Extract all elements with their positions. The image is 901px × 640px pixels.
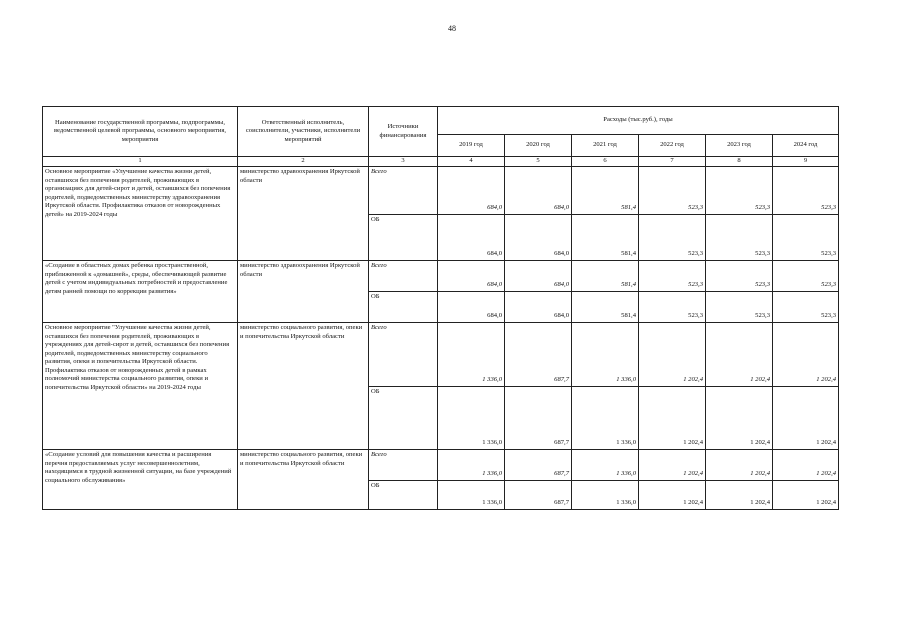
column-number: 4 xyxy=(438,157,505,167)
header-year: 2023 год xyxy=(706,135,773,157)
value-cell: 687,7 xyxy=(505,481,572,510)
value-cell: 523,3 xyxy=(639,167,706,215)
value-cell: 684,0 xyxy=(505,261,572,292)
value-cell: 1 336,0 xyxy=(572,387,639,450)
header-year: 2022 год xyxy=(639,135,706,157)
value-cell: 1 202,4 xyxy=(706,450,773,481)
program-name-cell: «Создание в областных домах ребенка пространственной, приближенной к «домашней», среды, обеспечивающей развитие детей с учетом индивидуальных потребностей и предоставление детям ранней помощи по коррекции развития» xyxy=(43,261,238,323)
header-year: 2019 год xyxy=(438,135,505,157)
page-number: 48 xyxy=(448,24,456,33)
value-cell: 684,0 xyxy=(438,261,505,292)
value-cell: 581,4 xyxy=(572,215,639,261)
value-cell: 1 202,4 xyxy=(639,323,706,387)
value-cell: 1 202,4 xyxy=(639,387,706,450)
value-cell: 1 336,0 xyxy=(438,323,505,387)
value-cell: 1 336,0 xyxy=(572,481,639,510)
value-cell: 1 202,4 xyxy=(773,481,839,510)
program-name-cell: Основное мероприятие «Улучшение качества жизни детей, оставшихся без попечения родителей, проживающих в организациях для детей-сирот и детей, оставшихся без попечения родителей, подведомственных министерству здравоохранения Иркутской области. Профилактика отказов от новорожденных детей» на 2019-2024 годы xyxy=(43,167,238,261)
value-cell: 523,3 xyxy=(773,167,839,215)
value-cell: 523,3 xyxy=(706,167,773,215)
column-numbers-row xyxy=(43,157,839,167)
column-number: 6 xyxy=(572,157,639,167)
value-cell: 523,3 xyxy=(773,261,839,292)
column-number: 8 xyxy=(706,157,773,167)
executor-cell: министерство социального развития, опеки и попечительства Иркутской области xyxy=(238,450,369,510)
value-cell: 523,3 xyxy=(639,261,706,292)
value-cell: 687,7 xyxy=(505,387,572,450)
column-number: 5 xyxy=(505,157,572,167)
source-cell-total: Всего xyxy=(369,261,438,292)
source-cell-total: Всего xyxy=(369,323,438,387)
value-cell: 1 202,4 xyxy=(706,481,773,510)
value-cell: 1 202,4 xyxy=(639,450,706,481)
value-cell: 1 336,0 xyxy=(572,450,639,481)
executor-cell: министерство здравоохранения Иркутской области xyxy=(238,261,369,323)
value-cell: 523,3 xyxy=(639,215,706,261)
source-cell-ob: ОБ xyxy=(369,387,438,450)
value-cell: 523,3 xyxy=(773,292,839,323)
value-cell: 523,3 xyxy=(639,292,706,323)
value-cell: 581,4 xyxy=(572,292,639,323)
header-year: 2020 год xyxy=(505,135,572,157)
column-number: 2 xyxy=(238,157,369,167)
header-expenses: Расходы (тыс.руб.), годы xyxy=(438,107,839,135)
value-cell: 523,3 xyxy=(706,261,773,292)
value-cell: 1 202,4 xyxy=(706,323,773,387)
executor-cell: министерство здравоохранения Иркутской области xyxy=(238,167,369,261)
value-cell: 684,0 xyxy=(505,215,572,261)
value-cell: 581,4 xyxy=(572,261,639,292)
budget-table xyxy=(42,106,839,510)
value-cell: 684,0 xyxy=(438,215,505,261)
value-cell: 687,7 xyxy=(505,323,572,387)
table-row-total xyxy=(43,450,839,481)
value-cell: 1 336,0 xyxy=(438,481,505,510)
value-cell: 1 202,4 xyxy=(773,387,839,450)
value-cell: 1 202,4 xyxy=(773,450,839,481)
value-cell: 581,4 xyxy=(572,167,639,215)
value-cell: 684,0 xyxy=(505,167,572,215)
source-cell-ob: ОБ xyxy=(369,481,438,510)
value-cell: 1 202,4 xyxy=(773,323,839,387)
value-cell: 684,0 xyxy=(505,292,572,323)
table-row-total xyxy=(43,323,839,387)
value-cell: 523,3 xyxy=(773,215,839,261)
header-executor: Ответственный исполнитель, соисполнители, участники, исполнители мероприятий xyxy=(238,107,369,157)
value-cell: 684,0 xyxy=(438,292,505,323)
value-cell: 1 336,0 xyxy=(572,323,639,387)
header-year: 2024 год xyxy=(773,135,839,157)
value-cell: 1 202,4 xyxy=(639,481,706,510)
value-cell: 523,3 xyxy=(706,292,773,323)
header-year: 2021 год xyxy=(572,135,639,157)
program-name-cell: «Создание условий для повышения качества и расширения перечня предоставляемых услуг несовершеннолетним, находящимся в трудной жизненной ситуации, на базе учреждений социального обслуживания» xyxy=(43,450,238,510)
column-number: 9 xyxy=(773,157,839,167)
column-number: 3 xyxy=(369,157,438,167)
value-cell: 523,3 xyxy=(706,215,773,261)
executor-cell: министерство социального развития, опеки и попечительства Иркутской области xyxy=(238,323,369,450)
source-cell-total: Всего xyxy=(369,167,438,215)
value-cell: 1 202,4 xyxy=(706,387,773,450)
program-name-cell: Основное мероприятие "Улучшение качества жизни детей, оставшихся без попечения родителей, проживающих в учреждениях для детей-сирот и детей, оставшихся без попечения родителей, подведомственных министерству социального развития, опеки и попечительства Иркутской области. Профилактика отказов от новорожденных детей в рамках полномочий министерства социального развития, опеки и попечительства Иркутской области» на 2019-2024 годы xyxy=(43,323,238,450)
value-cell: 687,7 xyxy=(505,450,572,481)
table-row-total xyxy=(43,261,839,292)
header-source: Источники финансирования xyxy=(369,107,438,157)
value-cell: 684,0 xyxy=(438,167,505,215)
source-cell-ob: ОБ xyxy=(369,215,438,261)
value-cell: 1 336,0 xyxy=(438,387,505,450)
column-number: 1 xyxy=(43,157,238,167)
header-row xyxy=(43,107,839,135)
source-cell-ob: ОБ xyxy=(369,292,438,323)
table-row-total xyxy=(43,167,839,215)
column-number: 7 xyxy=(639,157,706,167)
header-name: Наименование государственной программы, подпрограммы, ведомственной целевой программы, основного мероприятия, мероприятия xyxy=(43,107,238,157)
source-cell-total: Всего xyxy=(369,450,438,481)
value-cell: 1 336,0 xyxy=(438,450,505,481)
